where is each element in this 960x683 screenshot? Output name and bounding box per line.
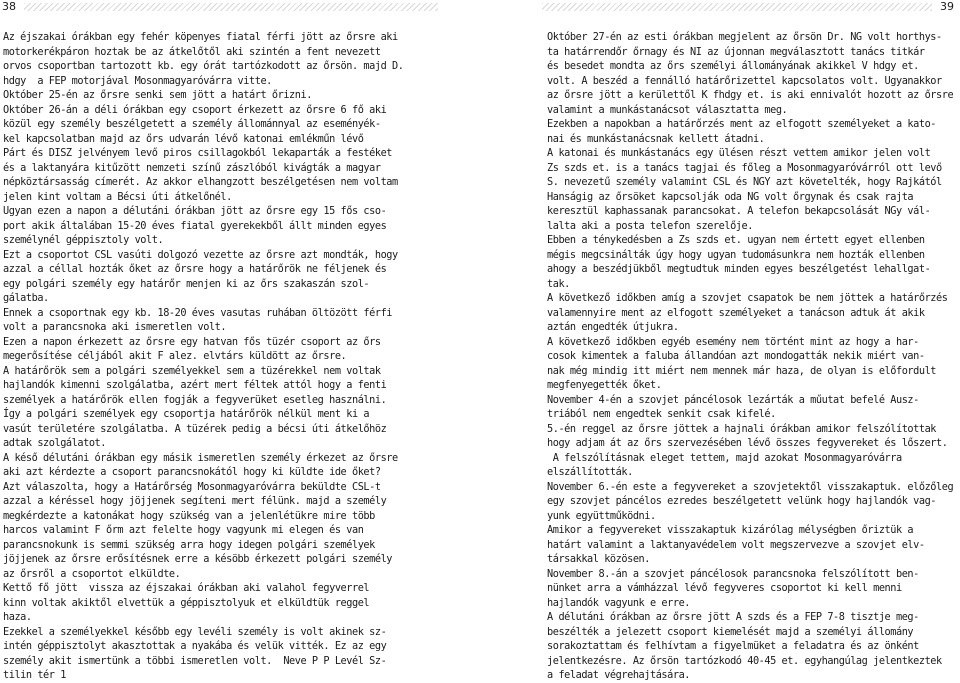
text-line: haza. (3, 611, 32, 623)
text-line: határt valamint a laktanyavédelem volt megszervezve a szovjet elv- (547, 538, 925, 551)
text-line: kel kapcsolatban majd az őrs udvarán lévő katonai emlékműn lévő (3, 132, 364, 145)
text-line: cosok kimentek a faluba állandóan azt mondogatták nekik miért van- (547, 350, 925, 362)
text-line: parancsnokunk is semmi szükség arra hogy idegen polgári személyek (3, 538, 375, 551)
text-line: A katonai és munkástanács egy ülésen részt vettem amikor jelen volt (547, 147, 931, 159)
text-line: az őrsről a csoportot elküldte. (3, 567, 181, 580)
right-page-header (538, 0, 958, 14)
text-line: lalta aki a posta telefon szerelője. (547, 219, 753, 232)
text-line: mégis megcsinálták úgy hogy ugyan tudomásunkra nem hozták ellenben (547, 248, 925, 261)
text-line: a feladat végrehajtására. (547, 669, 691, 681)
text-line: megfenyegették őket. (547, 379, 662, 391)
text-line: azzal a kéréssel hogy jöjjenek segíteni mert félünk. majd a személy (3, 495, 387, 507)
text-line: Zs szds et. is a tanács tagjai és főleg a Mosonmagyaróvárról ott levő (547, 161, 942, 174)
text-line: Ennek a csoportnak egy kb. 18-20 éves vasutas ruhában öltözött férfi (3, 306, 393, 319)
text-line: aztán engedték útjukra. (547, 321, 679, 333)
text-line: közül egy személy beszélgetett a személy állománnyal az eseményék- (3, 118, 381, 130)
text-line: személynél géppisztoly volt. (3, 234, 164, 246)
text-line: Ezt a csoportot CSL vasúti dolgozó vezette az őrsre azt mondták, hogy (3, 248, 398, 261)
text-line: orvos csoportban tartozott kb. egy órát tartózkodott az őrsön. majd D. (3, 60, 404, 72)
text-line: intén géppisztolyt akasztottak a nyakába és velük vitték. Ez az egy (3, 640, 387, 652)
text-line: egy szovjet páncélos ezredes beszélgetett velünk hogy hajlandók vag- (547, 495, 937, 507)
text-line: A felszólításnak eleget tettem, majd azokat Mosonmagyaróvárra (547, 451, 902, 464)
text-line: jelen kint voltam a Bécsi úti átkelőnél. (3, 190, 232, 203)
text-line: hogy adjam át az őrs szervezésében lévő összes fegyvereket és lőszert. (547, 437, 948, 449)
text-line: adtak szolgálatot. (3, 437, 106, 449)
text-line: Hanságig az őrsöket kapcsolják oda NG volt őrgynak és csak rajta (547, 190, 914, 203)
text-line: A délutáni órákban az őrsre jött A szds és a FEP 7-8 tisztje meg- (547, 611, 919, 623)
text-line: gálatba. (3, 292, 49, 304)
right-page-number: 39 (940, 0, 954, 13)
text-line: egy polgári személy egy határőr menjen ki az őrs szakaszán szol- (3, 277, 370, 290)
text-line: harcos valamint F őrm azt felelte hogy vagyunk mi elegen és van (3, 524, 364, 536)
text-line: ahogy a beszédjükből megtudtuk minden egyes beszélgetést lehallgat- (547, 263, 931, 275)
text-line: A következő időkben egyéb esemény nem történt mint az hogy a har- (547, 335, 919, 348)
text-line: tak. (547, 277, 570, 290)
text-line: S. nevezetű személy valamint CSL és NGY azt követelték, hogy Rajkától (547, 176, 942, 188)
text-line: elszállították. (547, 466, 633, 478)
text-line: nai és munkástanácsnak kellett átadni. (547, 132, 765, 145)
text-line: November 6.-én este a fegyvereket a szovjetektől visszakaptuk. előzőleg (547, 480, 954, 493)
text-line: volt a parancsnoka aki ismeretlen volt. (3, 321, 227, 333)
text-line: jelentkezésre. Az őrsön tartózkodó 40-45 et. egyhangúlag jelentkeztek (547, 654, 942, 667)
left-page-header (0, 0, 442, 14)
text-line: és besedet mondta az őrs személyi állományának akikkel V hdgy et. (547, 60, 919, 72)
text-line: Az éjszakai órákban egy fehér köpenyes fiatal férfi jött az őrsre aki (3, 31, 398, 43)
text-line: A határőrök sem a polgári személyekkel sem a tüzérekkel nem voltak (3, 364, 381, 377)
text-line: motorkerékpáron hoztak be az átkelőtől aki szintén a fent nevezett (3, 45, 381, 58)
text-line: Október 25-én az őrsre senki sem jött a határt őrizni. (3, 89, 312, 101)
text-line: Október 27-én az esti órákban megjelent az őrsön Dr. NG volt horthys- (547, 31, 942, 43)
text-line: Kettő fő jött vissza az éjszakai órákban aki valahol fegyverrel (3, 582, 370, 594)
text-line: valamint a munkástanácsot választatta meg. (547, 103, 788, 116)
text-line: sorakoztattam és felhívtam a figyelmüket a feladatra és az önként (547, 640, 919, 652)
text-line: megkérdezte a katonákat hogy szükség van a jelenlétükre mire több (3, 509, 375, 522)
left-header-rule (24, 3, 438, 11)
text-line: nünket arra a vámházzal lévő fegyveres csoportot ki kell menni (547, 582, 902, 594)
text-line: 5.-én reggel az őrsre jöttek a hajnali órákban amikor felszólítottak (547, 422, 937, 435)
text-line: ta határrendőr őrnagy és NI az újonnan megválasztott tanács titkár (547, 45, 925, 58)
text-line: A késő délutáni órákban egy másik ismeretlen személy érkezet az őrsre (3, 451, 398, 464)
text-line: November 4-én a szovjet páncélosok lezárták a műutat befelé Ausz- (547, 393, 919, 406)
text-line: azzal a céllal hozták őket az őrsre hogy a határőrök ne féljenek és (3, 263, 387, 275)
text-line: November 8.-án a szovjet páncélosok parancsnoka felszólított ben- (547, 567, 919, 580)
text-line: yunk együttműködni. (547, 509, 656, 522)
text-line: az őrsre jött a kerülettől K fhdgy et. is aki ennivalót hozott az őrsre (547, 89, 954, 101)
text-line: Ezen a napon érkezett az őrsre egy hatvan fős tüzér csoport az őrs (3, 335, 381, 348)
text-line: triából nem engedtek senkit csak kifelé. (547, 408, 776, 420)
text-line: Párt és DISZ jelvényem levő piros csillagokból lekaparták a festéket (3, 147, 393, 159)
text-line: volt. A beszéd a fennálló határőrizettel kapcsolatos volt. Ugyanakkor (547, 74, 942, 87)
text-line: port akik általában 15-20 éves fiatal gyerekekből állt minden egyes (3, 219, 387, 232)
text-line: Ebben a ténykedésben a Zs szds et. ugyan nem értett egyet ellenben (547, 234, 925, 246)
text-line: Ezekben a napokban a határőrzés ment az elfogott személyeket a kato- (547, 118, 937, 130)
text-line: Ugyan ezen a napon a délutáni órákban jött az őrsre egy 15 fős cso- (3, 205, 387, 217)
text-line: személyek a határőrök ellen fogják a fegyverüket esetleg használni. (3, 393, 387, 406)
text-line: népköztársasság címerét. Az akkor elhangzott beszélgetésen nem voltam (3, 176, 398, 188)
text-line: kinn voltak akiktől elvettük a géppisztolyuk et elküldtük reggel (3, 596, 370, 609)
text-line: hajlandók kimenni szolgálatba, azért mert féltek attól hogy a fenti (3, 379, 387, 391)
right-header-rule (542, 3, 932, 11)
text-line: tilin tér 1 (3, 669, 66, 681)
text-line: valamennyire ment az elfogott személyeket a tanácson adtuk át akik (547, 306, 925, 319)
text-line: A következő időkben amíg a szovjet csapatok be nem jöttek a határőrzés (547, 292, 948, 304)
text-line: vasút területére szolgálatba. A tüzérek pedig a bécsi úti átkelőhöz (3, 422, 387, 435)
text-line: társakkal közösen. (547, 553, 650, 565)
text-line: Amikor a fegyvereket visszakaptuk kizárólag mélységben őriztük a (547, 524, 914, 536)
text-line: megerősítése céljából akit F alez. elvtárs küldött az őrsre. (3, 350, 347, 362)
left-page-number: 38 (2, 0, 16, 13)
text-line: hdgy a FEP motorjával Mosonmagyaróvárra vitte. (3, 74, 272, 87)
text-line: Így a polgári személyek egy csoportja határőrök nélkül ment ki a (3, 408, 370, 420)
text-line: személy akit ismertünk a többi ismeretlen volt. Neve P P Levél Sz- (3, 654, 387, 667)
text-line: keresztül kaphassanak parancsokat. A telefon bekapcsolását NGy vál- (547, 205, 931, 217)
text-line: Azt válaszolta, hogy a Határőrség Mosonmagyaróvárra beküldte CSL-t (3, 480, 381, 493)
left-page-text (3, 30, 433, 683)
text-line: hajlandók vagyunk e erre. (547, 596, 691, 609)
text-line: jöjjenek az őrsre erősítésnek erre a késöbb érkezett polgári személy (3, 553, 393, 565)
right-page-text (547, 30, 957, 683)
text-line: aki azt kérdezte a csoport parancsnokától hogy ki küldte ide őket? (3, 466, 381, 478)
text-line: Október 26-án a déli órákban egy csoport érkezett az őrsre 6 fő aki (3, 103, 387, 116)
text-line: és a laktanyára kitűzött nemzeti színű zászlóból kivágták a magyar (3, 161, 381, 174)
text-line: nak még mindig itt miért nem mennek már haza, de olyan is előfordult (547, 364, 937, 377)
text-line: beszélték a jelezett csoport kiemelését majd a személyi állomány (547, 625, 914, 638)
text-line: Ezekkel a személyekkel később egy levéli személy is volt akinek sz- (3, 625, 387, 638)
